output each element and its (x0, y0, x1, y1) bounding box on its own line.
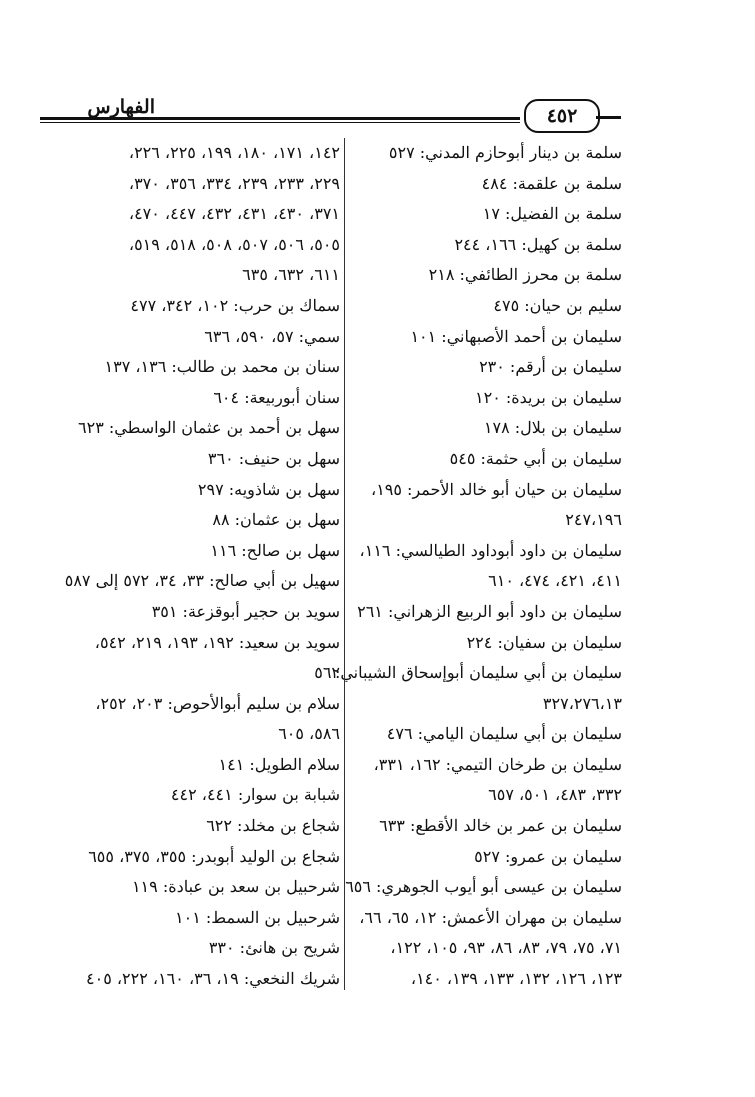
index-entry: سنان بن محمد بن طالب: ١٣٦، ١٣٧ (104, 357, 340, 377)
column-divider (344, 138, 345, 990)
index-entry: سلمة بن كهيل: ١٦٦، ٢٤٤ (454, 234, 622, 254)
index-entry: سلمة بن محرز الطائفي: ٢١٨ (428, 265, 622, 285)
index-entry: سهيل بن أبي صالح: ٣٣، ٣٤، ٥٧٢ إلى ٥٨٧ (64, 571, 340, 591)
index-entry: ٥٦٢ (314, 663, 340, 683)
index-entry: سليمان بن أرقم: ٢٣٠ (479, 357, 622, 377)
index-entry: سهل بن حنيف: ٣٦٠ (207, 448, 340, 468)
running-title: الفهارس (87, 96, 155, 118)
index-entry: سليمان بن أبي سليمان أبوإسحاق الشيباني: (334, 663, 622, 683)
index-entry: سماك بن حرب: ١٠٢، ٣٤٢، ٤٧٧ (130, 295, 340, 315)
index-entry: سليمان بن بريدة: ١٢٠ (475, 387, 622, 407)
index-entry: ٢٤٧،١٩٦ (565, 510, 622, 530)
index-entry: سهل بن شاذويه: ٢٩٧ (197, 479, 340, 499)
index-entry: سليمان بن أبي سليمان اليامي: ٤٧٦ (386, 724, 622, 744)
index-entry: سويد بن سعيد: ١٩٢، ١٩٣، ٢١٩، ٥٤٢، (94, 632, 340, 652)
index-column-left (50, 138, 340, 995)
index-entry: سليمان بن أحمد الأصبهاني: ١٠١ (410, 326, 622, 346)
index-entry: ٥٠٥، ٥٠٦، ٥٠٧، ٥٠٨، ٥١٨، ٥١٩، (128, 234, 340, 254)
index-entry: سلام الطويل: ١٤١ (218, 754, 340, 774)
page-number: ٤٥٢ (524, 99, 600, 133)
index-entry: سهل بن أحمد بن عثمان الواسطي: ٦٢٣ (78, 418, 340, 438)
index-entry: سليمان بن طرخان التيمي: ١٦٢، ٣٣١، (373, 754, 622, 774)
index-entry: شريك النخعي: ١٩، ٣٦، ١٦٠، ٢٢٢، ٤٠٥ (86, 969, 340, 989)
index-entry: ٣٢٧،٢٧٦،١٣ (542, 693, 622, 713)
page-header (0, 94, 755, 134)
index-entry: سليمان بن بلال: ١٧٨ (483, 418, 622, 438)
index-entry: شجاع بن الوليد أبوبدر: ٣٥٥، ٣٧٥، ٦٥٥ (88, 846, 340, 866)
index-entry: سلمة بن الفضيل: ١٧ (482, 204, 622, 224)
index-entry: سهل بن صالح: ١١٦ (210, 540, 340, 560)
index-column-right (332, 138, 622, 995)
header-rule-thin (40, 122, 520, 123)
index-entry: سنان أبوربيعة: ٦٠٤ (213, 387, 340, 407)
index-entry: سليمان بن داود أبو الربيع الزهراني: ٢٦١ (357, 601, 622, 621)
index-entry: ٥٨٦، ٦٠٥ (278, 724, 340, 744)
index-entry: شريح بن هانئ: ٣٣٠ (208, 938, 340, 958)
index-entry: ١٢٣، ١٢٦، ١٣٢، ١٣٣، ١٣٩، ١٤٠، (410, 969, 622, 989)
index-entry: ١٤٢، ١٧١، ١٨٠، ١٩٩، ٢٢٥، ٢٢٦، (128, 143, 340, 162)
index-entry: سلمة بن دينار أبوحازم المدني: ٥٢٧ (388, 143, 622, 162)
index-entry: ٤١١، ٤٢١، ٤٧٤، ٦١٠ (488, 571, 622, 591)
index-entry: سمي: ٥٧، ٥٩٠، ٦٣٦ (204, 326, 340, 346)
index-entry: ٢٢٩، ٢٣٣، ٢٣٩، ٣٣٤، ٣٥٦، ٣٧٠، (128, 173, 340, 193)
index-entry: سليمان بن عمر بن خالد الأقطع: ٦٣٣ (379, 816, 622, 836)
index-entry: سليمان بن داود أبوداود الطيالسي: ١١٦، (359, 540, 622, 560)
index-entry: ٧١، ٧٥، ٧٩، ٨٣، ٨٦، ٩٣، ١٠٥، ١٢٢، (390, 938, 622, 958)
index-entry: سهل بن عثمان: ٨٨ (212, 510, 340, 530)
index-entry: سليمان بن عمرو: ٥٢٧ (474, 846, 622, 866)
index-entry: ٣٣٢، ٤٨٣، ٥٠١، ٦٥٧ (488, 785, 622, 805)
header-rule-tail (596, 116, 621, 119)
index-entry: شجاع بن مخلد: ٦٢٢ (206, 816, 340, 836)
index-entry: سليمان بن سفيان: ٢٢٤ (466, 632, 622, 652)
index-entry: شرحبيل بن سعد بن عبادة: ١١٩ (131, 877, 340, 897)
index-entry: سليم بن حيان: ٤٧٥ (493, 295, 622, 315)
index-entry: ٣٧١، ٤٣٠، ٤٣١، ٤٣٢، ٤٤٧، ٤٧٠، (128, 204, 340, 224)
index-entry: سلمة بن علقمة: ٤٨٤ (481, 173, 622, 193)
header-rule (40, 117, 520, 120)
index-entry: سليمان بن مهران الأعمش: ١٢، ٦٥، ٦٦، (359, 907, 622, 927)
index-entry: سليمان بن أبي حثمة: ٥٤٥ (449, 448, 622, 468)
index-entry: سويد بن حجير أبوقزعة: ٣٥١ (151, 601, 340, 621)
index-entry: شرحبيل بن السمط: ١٠١ (175, 907, 340, 927)
index-entry: سليمان بن حيان أبو خالد الأحمر: ١٩٥، (371, 479, 622, 499)
index-entry: شبابة بن سوار: ٤٤١، ٤٤٢ (170, 785, 340, 805)
index-entry: سليمان بن عيسى أبو أيوب الجوهري: ٦٥٦ (345, 877, 622, 897)
index-entry: سلام بن سليم أبوالأحوص: ٢٠٣، ٢٥٢، (95, 693, 340, 713)
index-entry: ٦١١، ٦٣٢، ٦٣٥ (242, 265, 340, 285)
